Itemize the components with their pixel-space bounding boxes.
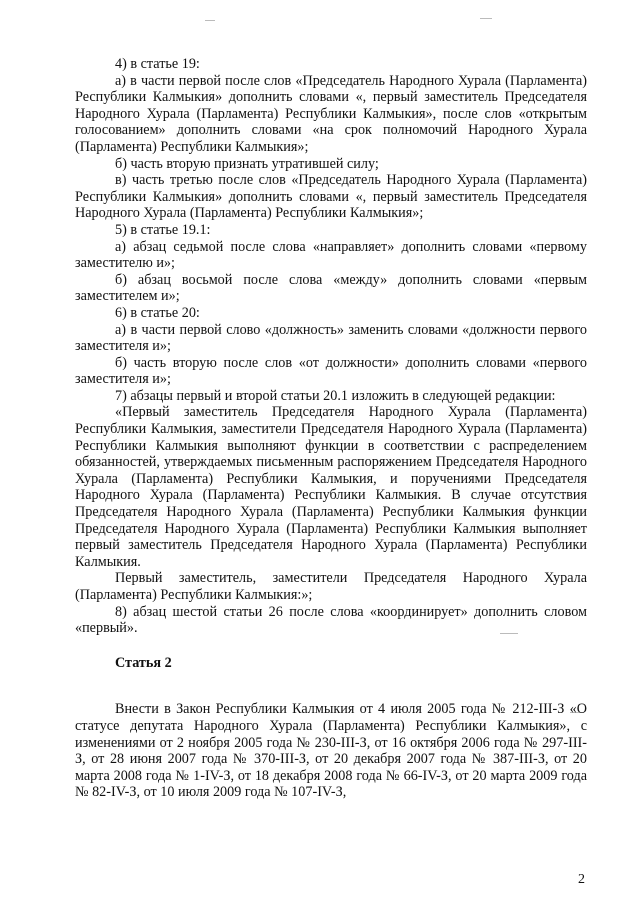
page-number: 2 <box>578 872 585 887</box>
paragraph: 4) в статье 19: <box>115 56 200 72</box>
paragraph: а) в части первой слово «должность» заменить словами «должности первого заместителя и»; <box>75 321 587 355</box>
paragraph: б) абзац восьмой после слова «между» дополнить словами «первым заместителем и»; <box>75 271 587 305</box>
article-heading: Статья 2 <box>115 654 172 671</box>
scan-speck <box>205 20 215 21</box>
paragraph: а) абзац седьмой после слова «направляет» дополнить словами «первому заместителю и»; <box>75 238 587 272</box>
document-body <box>75 56 587 801</box>
paragraph: 5) в статье 19.1: <box>115 221 211 238</box>
paragraph: Внести в Закон Республики Калмыкия от 4 июля 2005 года № 212-III-З «О статусе депутата Народного Хурала (Парламента) Республики Калмыкия», с изменениями от 2 ноября 2005 года № 230-III-З, от 16 октября 2006 года № 297-III-З, от 28 июня 2007 года № 370-III-З, от 20 декабря 2007 года № 387-III-З, от 20 марта 2008 года № 1-IV-З, от 18 декабря 2008 года № 66-IV-З, от 20 марта 2009 года № 82-IV-З, от 10 июля 2009 года № 107-IV-З, <box>75 701 587 801</box>
paragraph: «Первый заместитель Председателя Народного Хурала (Парламента) Республики Калмыкия, заместители Председателя Народного Хурала (Парламента) Республики Калмыкия выполняют функции в соответствии с распределением обязанностей, утверждаемых письменным распоряжением Председателя Народного Хурала (Парламента) Республики Калмыкия, и поручениями Председателя Народного Хурала (Парламента) Республики Калмыкия. В случае отсутствия Председателя Народного Хурала (Парламента) Республики Калмыкия функции Председателя Народного Хурала (Парламента) Республики Калмыкия выполняет первый заместитель Председателя Народного Хурала (Парламента) Республики Калмыкия. <box>75 404 587 570</box>
scan-speck <box>480 18 492 19</box>
paragraph: Первый заместитель, заместители Председателя Народного Хурала (Парламента) Республики Калмыкия:»; <box>75 570 587 603</box>
paragraph: 7) абзацы первый и второй статьи 20.1 изложить в следующей редакции: <box>115 387 556 404</box>
paragraph: а) в части первой после слов «Председатель Народного Хурала (Парламента) Республики Калмыкия» дополнить словами «, первый заместитель Председателя Народного Хурала (Парламента) Республики Калмыкия», после слов «открытым голосованием» дополнить словами «на срок полномочий Народного Хурала (Парламента) Республики Калмыкия»; <box>75 72 587 155</box>
paragraph: б) часть вторую после слов «от должности» дополнить словами «первого заместителя и»; <box>75 354 587 388</box>
paragraph: б) часть вторую признать утратившей силу; <box>115 155 379 172</box>
paragraph: 6) в статье 20: <box>115 304 200 321</box>
paragraph: 8) абзац шестой статьи 26 после слова «координирует» дополнить словом «первый». <box>75 603 587 637</box>
paragraph: в) часть третью после слов «Председатель Народного Хурала (Парламента) Республики Калмыкия» дополнить словами «, первый заместитель Председателя Народного Хурала (Парламента) Республики Калмыкия»; <box>75 172 587 222</box>
